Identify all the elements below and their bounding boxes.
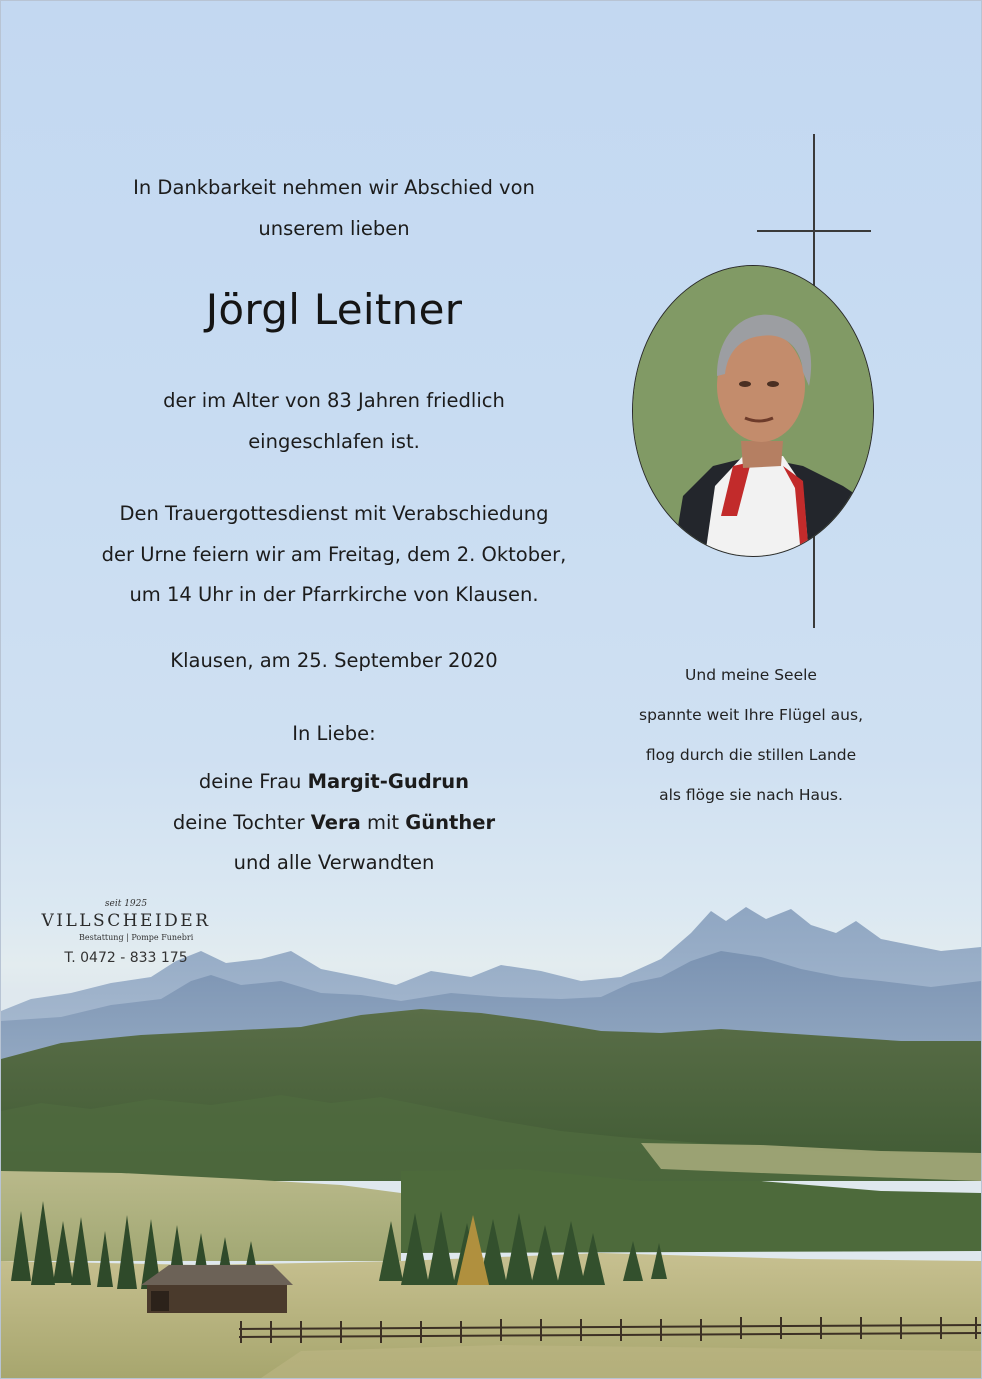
deceased-name: Jörgl Leitner — [205, 285, 463, 334]
poem-line-2: spannte weit Ihre Flügel aus, — [639, 706, 863, 724]
funeral-home-logo — [41, 899, 211, 969]
logo-subtitle: Bestattung | Pompe Funebri — [79, 933, 194, 942]
daughter-prefix: deine Tochter — [172, 811, 311, 834]
poem-line-3: flog durch die stillen Lande — [645, 746, 857, 764]
wife-name: Margit-Gudrun — [307, 770, 470, 793]
service-line-2: der Urne feiern wir am Freitag, dem 2. Oktober, — [101, 543, 567, 566]
mourner-wife — [61, 762, 607, 802]
intro-line-2: unserem lieben — [258, 217, 410, 240]
wife-prefix: deine Frau — [198, 770, 308, 793]
service-line-1: Den Trauergottesdienst mit Verabschiedung — [119, 502, 549, 525]
cross-horizontal-line — [757, 230, 871, 232]
logo-phone: T. 0472 - 833 175 — [64, 950, 188, 966]
portrait-photo — [632, 265, 874, 557]
intro-line-1: In Dankbarkeit nehmen wir Abschied von — [133, 176, 535, 199]
daughter-mid: mit — [360, 811, 406, 834]
daughter-name: Vera — [310, 811, 361, 834]
logo-brand: VILLSCHEIDER — [41, 911, 211, 931]
poem-line-1: Und meine Seele — [685, 666, 817, 684]
mourner-daughter — [61, 803, 607, 843]
mourners-heading: In Liebe: — [292, 722, 376, 745]
age-line-2: eingeschlafen ist. — [248, 430, 420, 453]
partner-name: Günther — [405, 811, 496, 834]
place-date: Klausen, am 25. September 2020 — [170, 649, 498, 672]
age-line-1: der im Alter von 83 Jahren friedlich — [163, 389, 505, 412]
portrait-figure — [633, 266, 873, 556]
poem — [621, 655, 881, 815]
mourner-relatives: und alle Verwandten — [233, 851, 435, 874]
poem-line-4: als flöge sie nach Haus. — [659, 786, 843, 804]
logo-since: seit 1925 — [104, 899, 148, 909]
service-line-3: um 14 Uhr in der Pfarrkirche von Klausen. — [129, 583, 539, 606]
